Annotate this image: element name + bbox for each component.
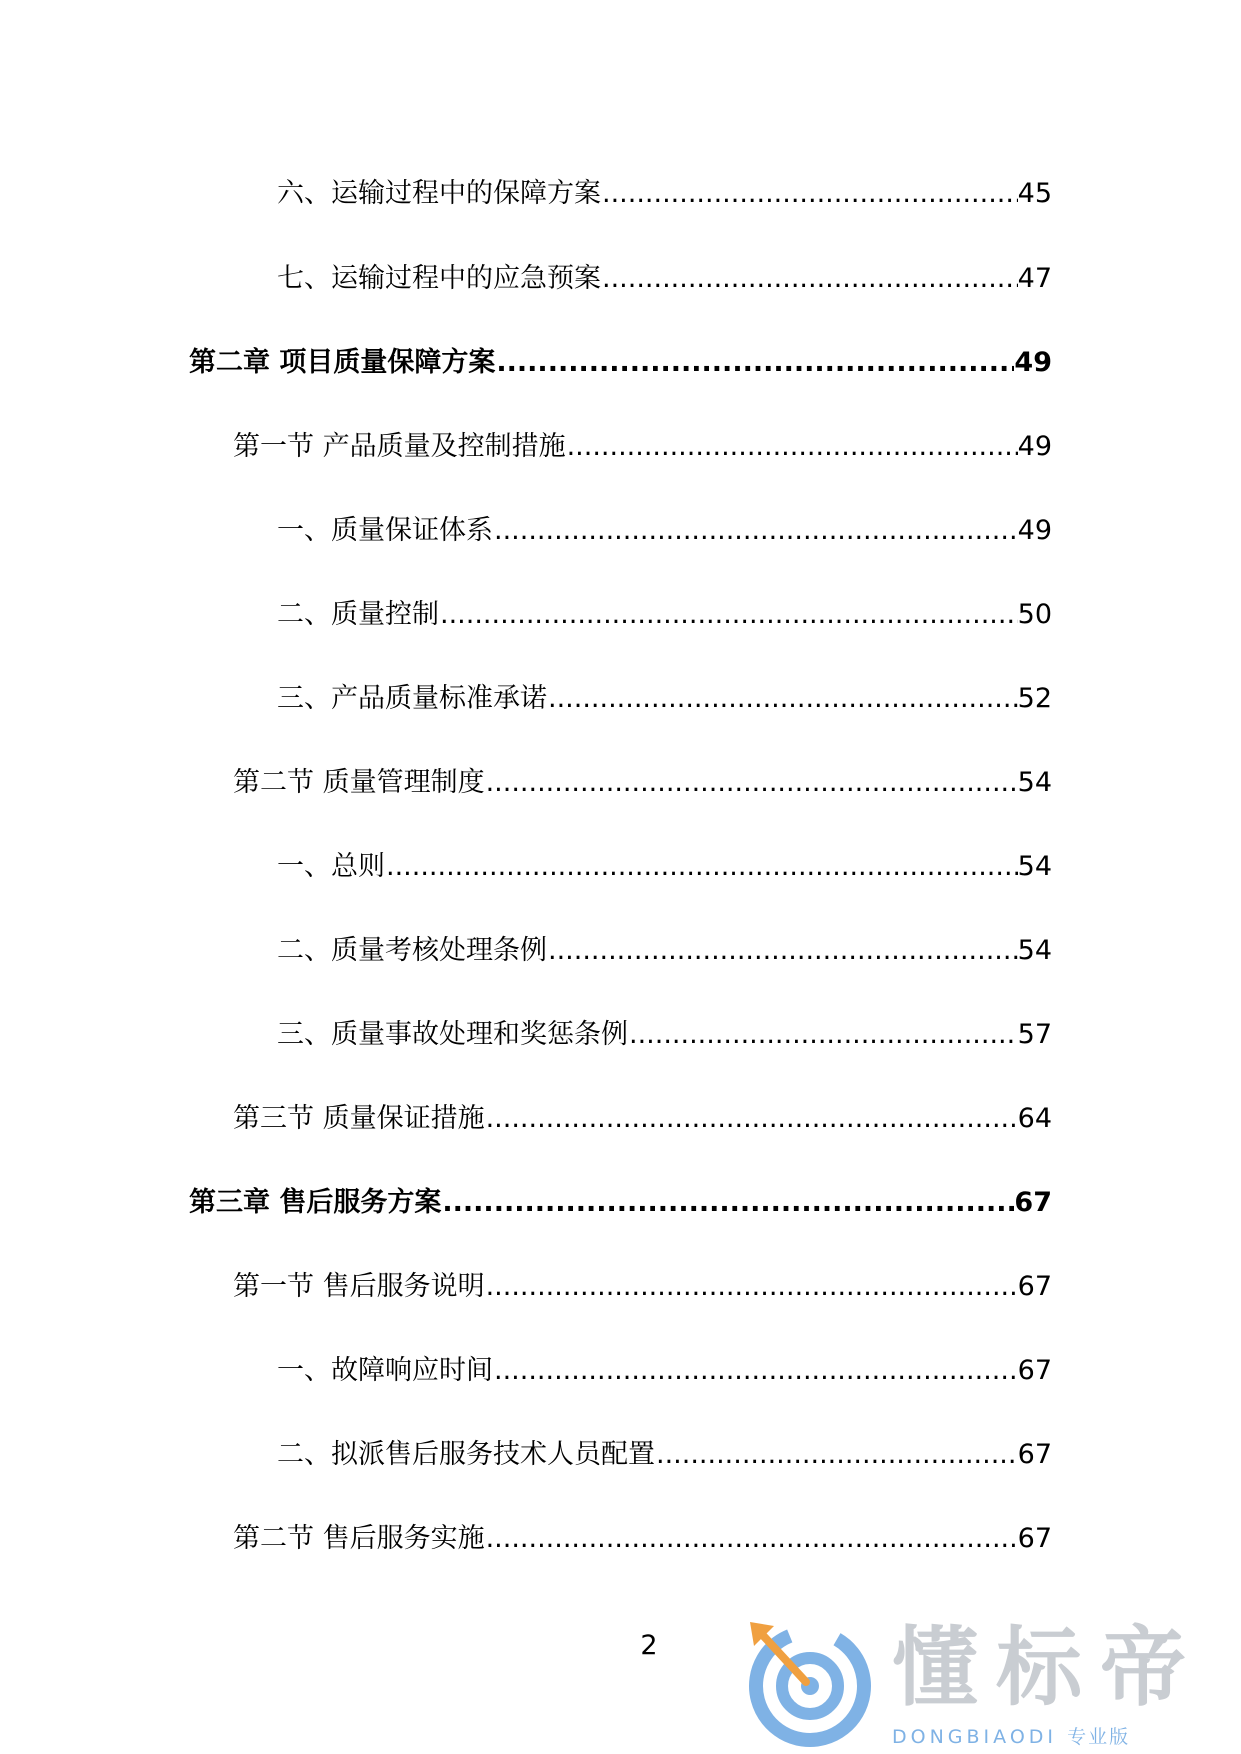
toc-dot-leader — [439, 597, 1018, 633]
toc-entry[interactable] — [277, 513, 1052, 549]
toc-entry-page: 67 — [1017, 1271, 1052, 1302]
toc-entry-title: 三、产品质量标准承诺 — [277, 683, 547, 714]
toc-entry-page: 54 — [1017, 851, 1052, 882]
toc-entry-title: 三、质量事故处理和奖惩条例 — [277, 1019, 628, 1050]
toc-entry-title: 六、运输过程中的保障方案 — [277, 178, 601, 209]
toc-entry-page: 67 — [1017, 1355, 1052, 1386]
toc-dot-leader — [493, 513, 1018, 549]
toc-dot-leader — [495, 345, 1014, 381]
toc-entry[interactable] — [277, 849, 1052, 885]
toc-entry[interactable] — [277, 261, 1052, 297]
toc-entry-title: 一、故障响应时间 — [277, 1355, 493, 1386]
toc-entry[interactable] — [277, 176, 1052, 212]
toc-entry[interactable] — [233, 1101, 1052, 1137]
watermark-subtitle — [892, 1724, 1130, 1750]
toc-dot-leader — [547, 933, 1018, 969]
toc-dot-leader — [547, 681, 1018, 717]
toc-dot-leader — [441, 1185, 1014, 1221]
toc-entry-page: 67 — [1017, 1523, 1052, 1554]
toc-entry[interactable] — [277, 1437, 1052, 1473]
toc-entry-title: 第三章 售后服务方案 — [189, 1187, 442, 1218]
toc-dot-leader — [485, 1521, 1018, 1557]
toc-dot-leader — [485, 1269, 1018, 1305]
toc-entry-page: 54 — [1017, 767, 1052, 798]
toc-entry-page: 49 — [1017, 431, 1052, 462]
toc-entry-page: 45 — [1017, 178, 1052, 209]
target-arrow-logo-icon — [740, 1612, 880, 1752]
toc-dot-leader — [485, 1101, 1018, 1137]
toc-entry-page: 52 — [1017, 683, 1052, 714]
toc-entry-page: 54 — [1017, 935, 1052, 966]
toc-entry-page: 49 — [1017, 515, 1052, 546]
toc-entry-title: 二、拟派售后服务技术人员配置 — [277, 1439, 655, 1470]
toc-entry-page: 47 — [1017, 263, 1052, 294]
toc-entry-title: 二、质量考核处理条例 — [277, 935, 547, 966]
toc-entry[interactable] — [233, 1269, 1052, 1305]
toc-entry-page: 64 — [1017, 1103, 1052, 1134]
toc-entry[interactable] — [277, 1353, 1052, 1389]
toc-entry-page: 67 — [1014, 1187, 1052, 1218]
toc-entry-title: 一、质量保证体系 — [277, 515, 493, 546]
toc-entry-title: 第二节 售后服务实施 — [233, 1523, 485, 1554]
toc-entry[interactable] — [189, 345, 1052, 381]
toc-entry-title: 第一节 产品质量及控制措施 — [233, 431, 566, 462]
toc-entry-page: 57 — [1017, 1019, 1052, 1050]
toc-dot-leader — [493, 1353, 1018, 1389]
toc-entry[interactable] — [233, 1521, 1052, 1557]
toc-entry[interactable] — [277, 1017, 1052, 1053]
toc-dot-leader — [628, 1017, 1018, 1053]
toc-dot-leader — [601, 261, 1018, 297]
toc-entry[interactable] — [233, 429, 1052, 465]
toc-entry-title: 第一节 售后服务说明 — [233, 1271, 485, 1302]
toc-entry-title: 第二章 项目质量保障方案 — [189, 347, 496, 378]
toc-entry[interactable] — [277, 597, 1052, 633]
toc-dot-leader — [601, 176, 1018, 212]
watermark — [740, 1612, 1230, 1754]
toc-entry-title: 一、总则 — [277, 851, 385, 882]
toc-entry-title: 第二节 质量管理制度 — [233, 767, 485, 798]
page-number: 2 — [640, 1630, 658, 1661]
toc-entry-page: 67 — [1017, 1439, 1052, 1470]
toc-dot-leader — [566, 429, 1018, 465]
watermark-pinyin: DONGBIAODI — [892, 1726, 1058, 1748]
toc-dot-leader — [385, 849, 1018, 885]
watermark-brand-name: 懂标帝 — [892, 1618, 1204, 1718]
toc-entry-title: 七、运输过程中的应急预案 — [277, 263, 601, 294]
toc-entry[interactable] — [277, 681, 1052, 717]
toc-entry[interactable] — [277, 933, 1052, 969]
toc-entry[interactable] — [189, 1185, 1052, 1221]
toc-dot-leader — [655, 1437, 1018, 1473]
watermark-edition: 专业版 — [1067, 1726, 1131, 1748]
toc-entry[interactable] — [233, 765, 1052, 801]
toc-entry-page: 49 — [1014, 347, 1052, 378]
toc-entry-page: 50 — [1017, 599, 1052, 630]
toc-dot-leader — [485, 765, 1018, 801]
toc-entry-title: 二、质量控制 — [277, 599, 439, 630]
toc-entry-title: 第三节 质量保证措施 — [233, 1103, 485, 1134]
